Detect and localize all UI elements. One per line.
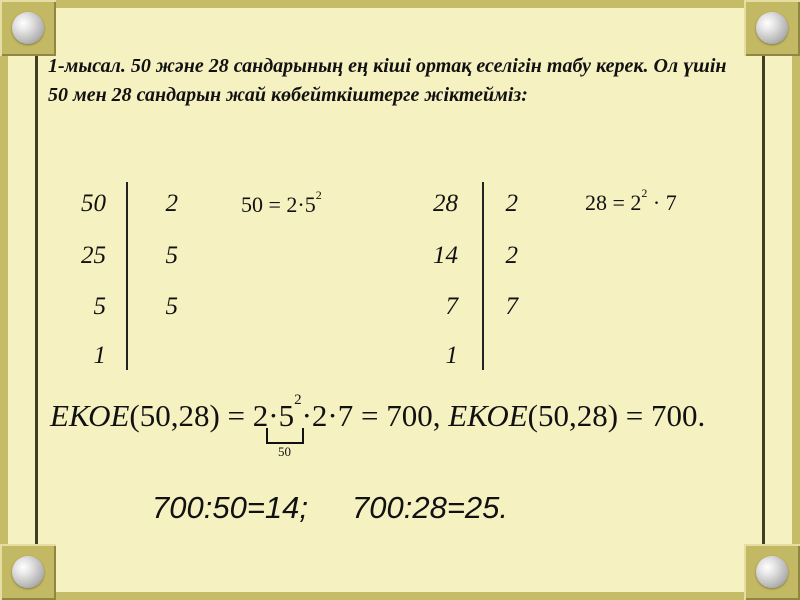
- ekoe-bracket-label: 50: [278, 444, 291, 459]
- intro-text: 1-мысал. 50 және 28 сандарының ең кіші ортақ еселігін табу керек. Ол үшін 50 мен 28 сандарын жай көбейткіштерге жіктейміз:: [48, 55, 727, 106]
- frame-bottom: [0, 592, 800, 600]
- table2-right-0: 2: [505, 190, 518, 217]
- ekoe-formula: [50, 392, 706, 434]
- ekoe-label-2: ЕКОЕ: [448, 398, 528, 433]
- ekoe-exp: 2: [294, 392, 302, 408]
- corner-knob-icon: [12, 556, 44, 588]
- formula-50-exp: 2: [315, 188, 322, 202]
- formula-28: [585, 186, 677, 216]
- table2-left-1: 14: [433, 242, 458, 269]
- formula-50-base: 50 = 2·5: [241, 192, 316, 217]
- table1-right-0: 2: [165, 190, 178, 217]
- frame-left: [0, 0, 8, 600]
- table2-right-2: 7: [505, 293, 518, 320]
- results-line: [152, 490, 552, 526]
- corner-knob-icon: [756, 12, 788, 44]
- table2-left-3: 1: [445, 342, 458, 369]
- table2-left-0: 28: [433, 190, 458, 217]
- corner-bottom-right: [744, 544, 800, 600]
- ekoe-label-1: ЕКОЕ: [50, 398, 130, 433]
- formula-28-exp: 2: [641, 186, 648, 200]
- result-2: 700:28=25.: [352, 490, 509, 525]
- corner-knob-icon: [12, 12, 44, 44]
- table1-left-3: 1: [93, 342, 106, 369]
- corner-bottom-left: [0, 544, 56, 600]
- table1-left-1: 25: [81, 242, 106, 269]
- formula-50: [241, 188, 322, 218]
- formula-28-base: 28 = 2: [585, 190, 642, 215]
- ekoe-expr-3: (50,28) = 700.: [527, 398, 706, 433]
- result-1: 700:50=14;: [152, 490, 309, 525]
- table1-left-0: 50: [81, 190, 106, 217]
- frame-right: [792, 0, 800, 600]
- table1-left-2: 5: [93, 293, 106, 320]
- table2-right-1: 2: [505, 242, 518, 269]
- ekoe-expr-2: ·2·7 = 700,: [301, 398, 449, 433]
- ekoe-bracket: [266, 428, 304, 444]
- corner-top-right: [744, 0, 800, 56]
- ekoe-expr-1: (50,28) = 2·5: [129, 398, 295, 433]
- corner-knob-icon: [756, 556, 788, 588]
- table1-right-1: 5: [165, 242, 178, 269]
- table1-right-2: 5: [165, 293, 178, 320]
- table2-left-2: 7: [445, 293, 458, 320]
- corner-top-left: [0, 0, 56, 56]
- frame-top: [0, 0, 800, 8]
- formula-28-rest: · 7: [652, 190, 677, 215]
